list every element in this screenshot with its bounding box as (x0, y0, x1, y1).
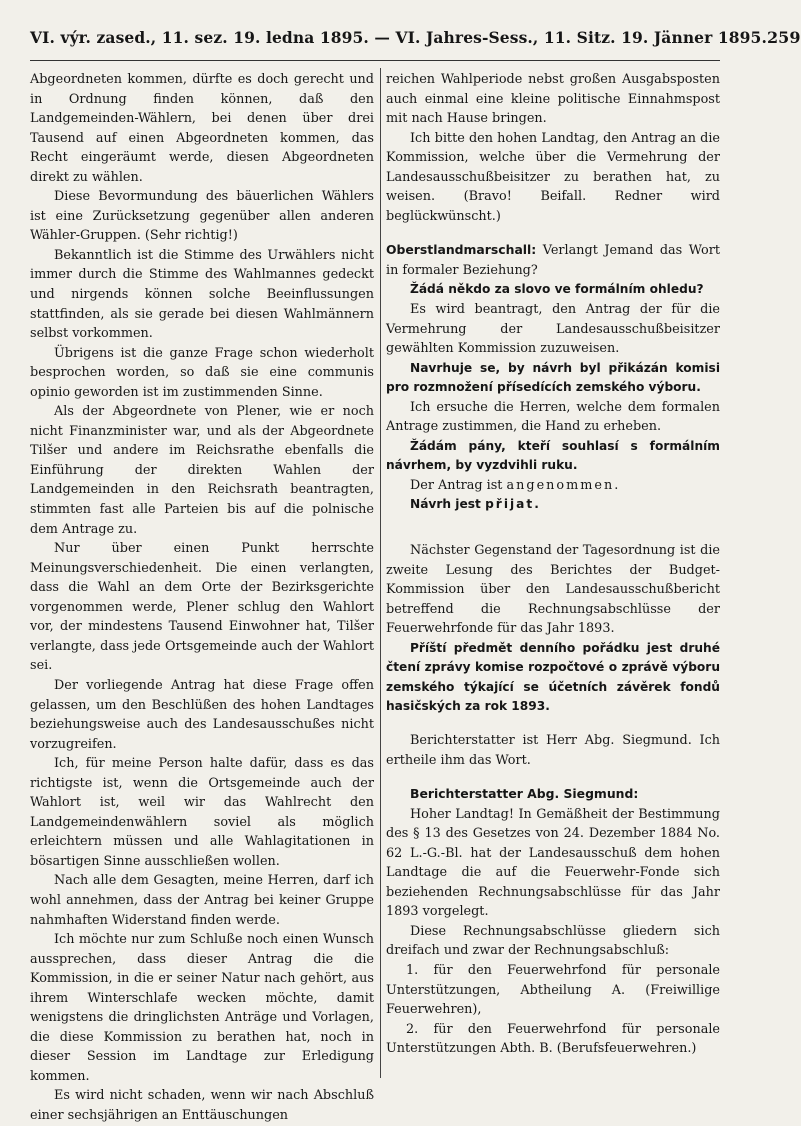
czech-paragraph: Navrhuje se, by návrh byl přikázán komisi pro rozmnožení přísedících zemského výboru. (386, 360, 720, 395)
header-rule (30, 60, 720, 61)
paragraph: Nächster Gegenstand der Tagesordnung ist die zweite Lesung des Berichtes der Budget-Kommission über den Landesausschußbericht betreffend die Rechnungsabschlüsse der Feuerwehrfonde für das Jahr 1893. (386, 543, 720, 637)
paragraph: Es wird beantragt, den Antrag der für die Vermehrung der Landesausschußbeisitzer gewählten Kommission zuzuweisen. (386, 302, 720, 357)
paragraph: Ich bitte den hohen Landtag, den Antrag an die Kommission, welche über die Vermehrung der Landesausschußbeisitzer zu berathen hat, zu weisen. (Bravo! Beifall. Redner wird beglückwünscht.) (386, 130, 720, 224)
speaker-name: Berichterstatter Abg. Siegmund: (410, 786, 639, 802)
paragraph (386, 476, 720, 496)
speaker-paragraph (386, 784, 720, 805)
right-column (386, 70, 720, 1059)
paragraph: Hoher Landtag! In Gemäßheit der Bestimmung des § 13 des Gesetzes von 24. Dezember 1884 No. 62 L.-G.-Bl. hat der Landesausschuß dem hohen Landtage die auf die Feuerwehr-Fonde sich beziehenden Rechnungsabschlüsse für das Jahr 1893 vorgelegt. (386, 806, 720, 920)
paragraph: Abgeordneten kommen, dürfte es doch gerecht und in Ordnung finden können, daß den Landgemeinden-Wählern, bei denen über drei Tausend auf einen Abgeordneten kommen, das Recht eingeräumt werde, diesen Abgeordneten direkt zu wählen. (30, 72, 374, 185)
speaker-text: Verlangt Jemand das Wort in formaler Beziehung? (386, 243, 720, 278)
paragraph: Diese Bevormundung des bäuerlichen Wählers ist eine Zurücksetzung gegenüber allen anderen Wähler-Gruppen. (Sehr richtig!) (30, 189, 374, 244)
list-item: 2. für den Feuerwehrfond für personale Unterstützungen Abth. B. (Berufsfeuerwehren.) (386, 1021, 720, 1057)
spaced-text: angenommen. (506, 477, 621, 493)
paragraph: Berichterstatter ist Herr Abg. Siegmund. Ich ertheile ihm das Wort. (386, 732, 720, 768)
text: Návrh jest (410, 497, 481, 512)
paragraph: Diese Rechnungsabschlüsse gliedern sich dreifach und zwar der Rechnungsabschluß: (386, 923, 720, 959)
paragraph: reichen Wahlperiode nebst großen Ausgabsposten auch einmal eine kleine politische Einnahmspost mit nach Hause bringen. (386, 72, 720, 127)
speaker-name: Oberstlandmarschall: (386, 242, 537, 258)
text: Der Antrag ist (410, 477, 503, 493)
czech-paragraph (386, 495, 720, 515)
czech-paragraph: Příští předmět denního pořádku jest druhé čtení zprávy komise rozpočtové o zprávě výboru zemského týkající se účetních závěrek fondů hasičských za rok 1893. (386, 640, 720, 714)
list-item: 1. für den Feuerwehrfond für personale Unterstützungen, Abtheilung A. (Freiwillige Feuerwehren), (386, 962, 720, 1018)
paragraph: Es wird nicht schaden, wenn wir nach Abschluß einer sechsjährigen an Enttäuschungen (30, 1088, 374, 1123)
paragraph: Als der Abgeordnete von Plener, wie er noch nicht Finanzminister war, und als der Abgeordnete Tilšer und andere im Reichsrathe ebenfalls die Einführung der direkten Wahlen der Landgemeinden in den Reichsrath beantragten, stimmten fast alle Parteien bis auf die polnische dem Antrage zu. (30, 404, 374, 537)
czech-paragraph: Žádá někdo za slovo ve formálním ohledu? (410, 282, 704, 297)
spaced-text: přijat. (485, 497, 541, 512)
running-head: VI. výr. zased., 11. sez. 19. ledna 1895. — VI. Jahres-Sess., 11. Sitz. 19. Jänner 1895. (30, 28, 767, 47)
page-header (30, 28, 801, 58)
paragraph: Nach alle dem Gesagten, meine Herren, darf ich wohl annehmen, dass der Antrag bei keiner Gruppe nahmhaften Widerstand finden werde. (30, 873, 374, 928)
paragraph: Ich möchte nur zum Schluße noch einen Wunsch aussprechen, dass dieser Antrag die die Kommission, in die er seiner Natur nach gehört, aus ihrem Winterschlafe wecken möchte, damit wenigstens die dringlichsten Anträge und Vorlagen, die diese Kommission zu berathen hat, noch in dieser Session im Landtage zur Erledigung kommen. (30, 932, 374, 1084)
paragraph: Der vorliegende Antrag hat diese Frage offen gelassen, um den Beschlüßen des hohen Landtages beziehungsweise auch des Landesausschußes nicht vorzugreifen. (30, 677, 374, 752)
column-divider (380, 68, 381, 1078)
left-column (30, 70, 374, 1126)
czech-paragraph: Žádám pány, kteří souhlasí s formálním návrhem, by vyzdvihli ruku. (386, 438, 720, 473)
paragraph: Bekanntlich ist die Stimme des Urwählers nicht immer durch die Stimme des Wahlmannes gedeckt und nirgends können solche Beeinflussungen stattfinden, als sie gerade bei diesen Wahlmännern selbst vorkommen. (30, 247, 374, 342)
paragraph: Ich ersuche die Herren, welche dem formalen Antrage zustimmen, die Hand zu erheben. (386, 399, 720, 435)
paragraph: Übrigens ist die ganze Frage schon wiederholt besprochen worden, so daß sie eine communis opinio geworden ist im zustimmenden Sinne. (30, 345, 374, 400)
page-number: 259 (766, 28, 801, 47)
paragraph: Nur über einen Punkt herrschte Meinungsverschiedenheit. Die einen verlangten, dass die Wahl an dem Orte der Bezirksgerichte vorgenommen werde, Plener schlug den Wahlort vor, der mindestens Tausend Einwohner hat, Tilšer verlangte, dass jede Ortsgemeinde auch der Wahlort sei. (30, 541, 374, 674)
speaker-paragraph (386, 240, 720, 280)
paragraph: Ich, für meine Person halte dafür, dass es das richtigste ist, wenn die Ortsgemeinde auch der Wahlort ist, weil wir das Wahlrecht den Landgemeindenwählern soviel als möglich erleichtern müssen und alle Wahlagitationen in bösartigen Sinne ausschließen wollen. (30, 756, 374, 869)
